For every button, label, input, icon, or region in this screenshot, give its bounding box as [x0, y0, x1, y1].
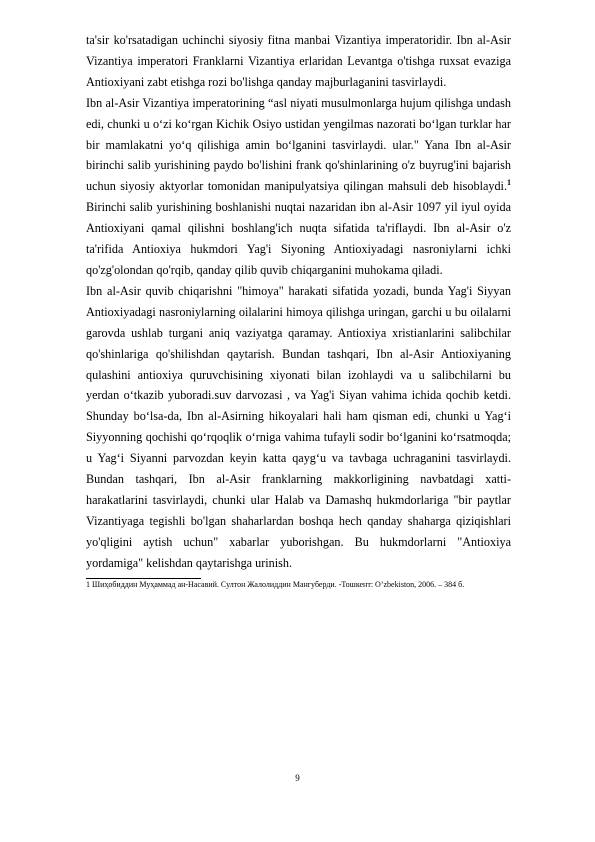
paragraph-3-text: Ibn al-Asir quvib chiqarishni "himoya" harakati sifatida yozadi, bunda Yag'i Siyyan Antioxiyadagi nasroniylarning oilalarini himoya qilishga uringan, garchi u bu oilalarni garovda ushlab turgani aniq vaziyatga qaramay. Antioxiya xristianlarini salibchilar qo'shinlariga qo'shilishdan qaytarish. Bundan tashqari, Ibn al-Asir Antioxiyaning qulashini antioxiya quruvchisining xiyonati bilan izohlaydi va u salibchilarni bu yerdan o‘tkazib yuboradi.suv darvozasi , va Yag'i Siyan vahima ichida qochib ketdi. Shunday bo‘lsa-da, Ibn al-Asirning hikoyalari hali ham qisman edi, chunki u Yag‘i Siyyonning qochishi qo‘rqoqlik o‘rniga vahima tufayli sodir bo‘lganini ko‘rsatmoqda; u Yag‘i Siyanni parvozdan keyin katta qayg‘u va tavbaga uchraganini tasvirlaydi. Bundan tashqari, Ibn al-Asir franklarning makkorligining navbatdagi xatti-harakatlarini tasvirlaydi, chunki ular Halab va Damashq hukmdorlariga "bir paytlar Vizantiyaga tegishli bo'lgan shaharlardan boshqa hech qanday shaharga qiziqishlari yo'qligini aytish uchun" xabarlar yuborishgan. Bu hukmdorlarni "Antioxiya yordamiga" kelishdan qaytarishga urinish. [86, 283, 511, 570]
paragraph-2-text-before: Ibn al-Asir Vizantiya imperatorining “asl niyati musulmonlarga hujum qilishga undash edi, chunki u o‘zi ko‘rgan Kichik Osiyo ustidan yengilmas nazorati bo‘lgan turklar har bir mamlakatni yo‘q qilishiga amin bo‘lganini tasvirlaydi. ular." Yana Ibn al-Asir birinchi salib yurishining paydo bo'lishini frank qo'shinlarining o'z buyrug'ini bajarish uchun siyosiy aktyorlar tomonidan manipulyatsiya qilingan mahsuli deb hisoblaydi. [86, 95, 511, 194]
paragraph-3 [86, 281, 511, 574]
paragraph-2 [86, 93, 511, 281]
footnote: 1 Шиҳобиддин Муҳаммад ан-Насавий. Султон Жалолиддин Мангуберди. -Тошкент: O’zbekiston, 2006. – 384 б. [86, 579, 465, 589]
paragraph-1-text: ta'sir ko'rsatadigan uchinchi siyosiy fitna manbai Vizantiya imperatoridir. Ibn al-Asir Vizantiya imperatori Franklarni Vizantiya erlaridan Levantga o'tishga ruxsat evaziga Antioxiyani zabt etishga rozi bo'lishga qanday majburlaganini tasvirlaydi. [86, 33, 511, 89]
paragraph-1 [86, 30, 511, 93]
footnote-reference[interactable]: 1 [507, 178, 511, 188]
paragraph-2-text-after: Birinchi salib yurishining boshlanishi nuqtai nazaridan ibn al-Asir 1097 yil iyul oyida Antioxiyani qamal qilishni boshlang'ich nuqta sifatida ta'riflaydi. Ibn al-Asir o'z ta'rifida Antioxiya hukmdori Yag'i Siyoning Antioxiyadagi nasroniylarni ichki qo'zg'olondan qo'rqib, qanday qilib quvib chiqarganini muhokama qiladi. [86, 200, 511, 277]
document-page [86, 30, 511, 590]
footnote-divider [86, 578, 201, 579]
page-number: 9 [295, 773, 300, 783]
